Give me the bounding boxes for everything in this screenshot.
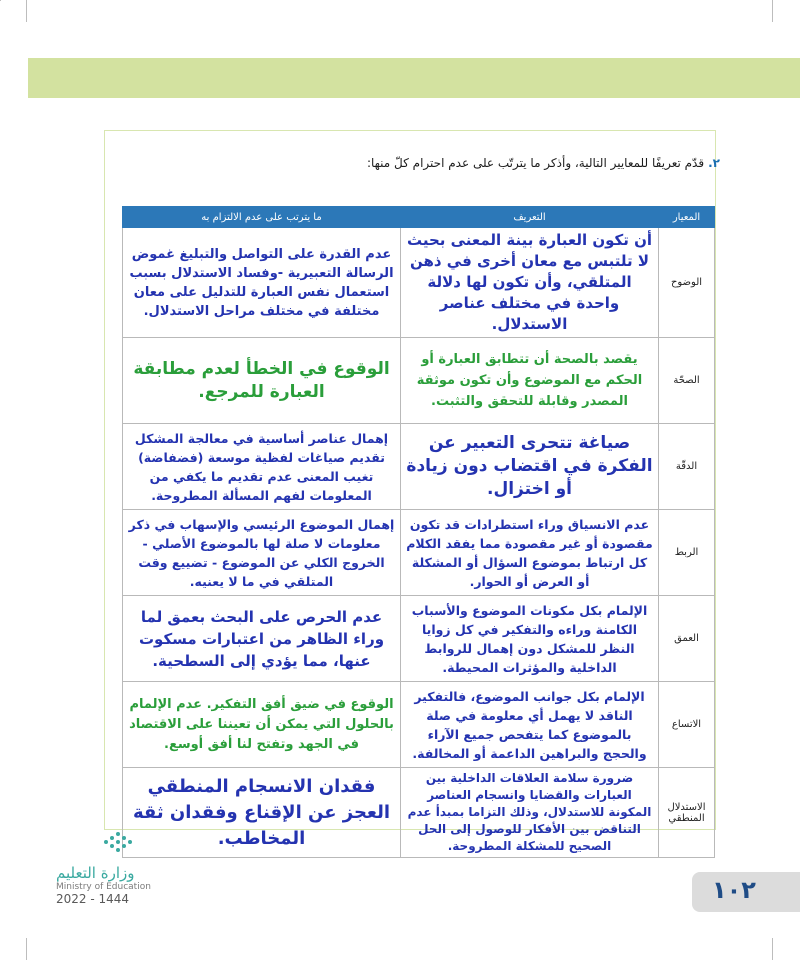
crop-mark [26,0,27,22]
criterion-cell: الاتساع [659,682,715,768]
edition-year: 2022 - 1444 [56,892,130,906]
consequence-cell [123,228,401,338]
page-number: ١٠٢ [712,876,756,904]
definition-answer: أن تكون العبارة بينة المعنى بحيث لا تلتبس مع معان أخرى في ذهن المتلقي، وأن تكون لها دلالة واحدة في مختلف عناصر الاستدلال. [406,231,653,333]
question-number: ٢. [708,156,720,170]
consequence-cell [123,682,401,768]
ministry-name-en: Ministry of Education [56,882,151,892]
definition-answer: ضرورة سلامة العلاقات الداخلية بين العبارات والقضايا وانسجام العناصر المكونة للاستدلال، وذلك التزاما بمبدأ عدم التناقض بين الأفكار للوصول إلى الحل الصحيح للمشكلة المطروحة. [407,771,652,853]
criterion-cell: الصحّة [659,338,715,424]
consequence-cell [123,596,401,682]
definition-answer: صياغة تتحرى التعبير عن الفكرة في اقتضاب دون زيادة أو اختزال. [406,433,653,499]
consequence-cell [123,338,401,424]
definition-answer: عدم الانسياق وراء استطرادات قد تكون مقصودة أو غير مقصودة مما يفقد الكلام كل ارتباط بموضوع السؤال أو المشكلة أو العرض أو الحوار. [406,516,653,589]
definition-cell [401,596,659,682]
crop-mark [26,938,27,960]
table-row [123,768,715,858]
ministry-logo [56,864,206,906]
table-row [123,682,715,768]
table-row [123,228,715,338]
definition-cell [401,510,659,596]
definition-cell [401,682,659,768]
consequence-answer: عدم القدرة على التواصل والتبليغ غموض الرسالة التعبيرية -وفساد الاستدلال بسبب استعمال نفس العبارة للتدليل على معان مختلفة في مختلف مراحل الاستدلال. [129,246,394,319]
question [300,156,720,170]
table-row [123,510,715,596]
header-definition: التعريف [401,207,659,228]
criterion-cell: الدقّة [659,424,715,510]
consequence-answer: الوقوع في الخطأ لعدم مطابقة العبارة للمرجع. [133,358,390,402]
top-banner [28,58,800,98]
table-header-row [123,207,715,228]
table-row [123,338,715,424]
table-row [123,596,715,682]
definition-cell [401,768,659,858]
criterion-cell: العمق [659,596,715,682]
crop-mark [772,0,773,22]
crop-mark [772,938,773,960]
consequence-cell [123,510,401,596]
definition-cell [401,338,659,424]
definition-cell [401,228,659,338]
ministry-name-ar: وزارة التعليم [56,864,135,882]
ministry-logo-icon [100,830,160,854]
consequence-answer: إهمال عناصر أساسية في معالجة المشكل تقديم صياغات لفظية موسعة (فضفاضة) تغيب المعنى عدم تقديم ما يكفي من المعلومات لفهم المسألة المطروحة. [134,430,389,503]
criterion-cell: الوضوح [659,228,715,338]
consequence-answer: فقدان الانسجام المنطقي العجز عن الإقناع وفقدان ثقة المخاطب. [132,775,391,849]
consequence-answer: الوقوع في ضيق أفق التفكير. عدم الإلمام بالحلول التي يمكن أن تعيننا على الاقتصاد في الجهد وتفتح لنا أفق أوسع. [129,696,394,752]
criterion-cell: الربط [659,510,715,596]
criterion-cell: الاستدلال المنطقي [659,768,715,858]
consequence-answer: عدم الحرص على البحث بعمق لما وراء الظاهر من اعتبارات مسكوت عنها، مما يؤدي إلى السطحية. [138,607,385,670]
question-text: قدّم تعريفًا للمعايير التالية، وأذكر ما يترتّب على عدم احترام كلّ منها: [366,156,705,170]
definition-cell [401,424,659,510]
header-consequence: ما يترتب على عدم الالتزام به [123,207,401,228]
header-criterion: المعيار [659,207,715,228]
table-row [123,424,715,510]
definition-answer: يقصد بالصحة أن تتطابق العبارة أو الحكم مع الموضوع وأن تكون موثقة المصدر وقابلة للتحقق والتثبت. [416,352,643,409]
definition-answer: الإلمام بكل مكونات الموضوع والأسباب الكامنة وراءه والتفكير في كل زوايا النظر للمشكل دون إهمال للروابط الداخلية والمؤثرات المحيطة. [411,602,648,675]
definition-answer: الإلمام بكل جوانب الموضوع، فالتفكير الناقد لا يهمل أي معلومة في صلة بالموضوع كما يتفحص جميع الآراء والحجج والبراهين الداعمة أو المخالفة. [412,688,647,761]
criteria-table [122,206,715,858]
consequence-cell [123,768,401,858]
consequence-answer: إهمال الموضوع الرئيسي والإسهاب في ذكر معلومات لا صلة لها بالموضوع الأصلي - الخروج الكلي عن الموضوع - تضييع وقت المتلقي في ما لا يعنيه. [128,516,395,589]
consequence-cell [123,424,401,510]
